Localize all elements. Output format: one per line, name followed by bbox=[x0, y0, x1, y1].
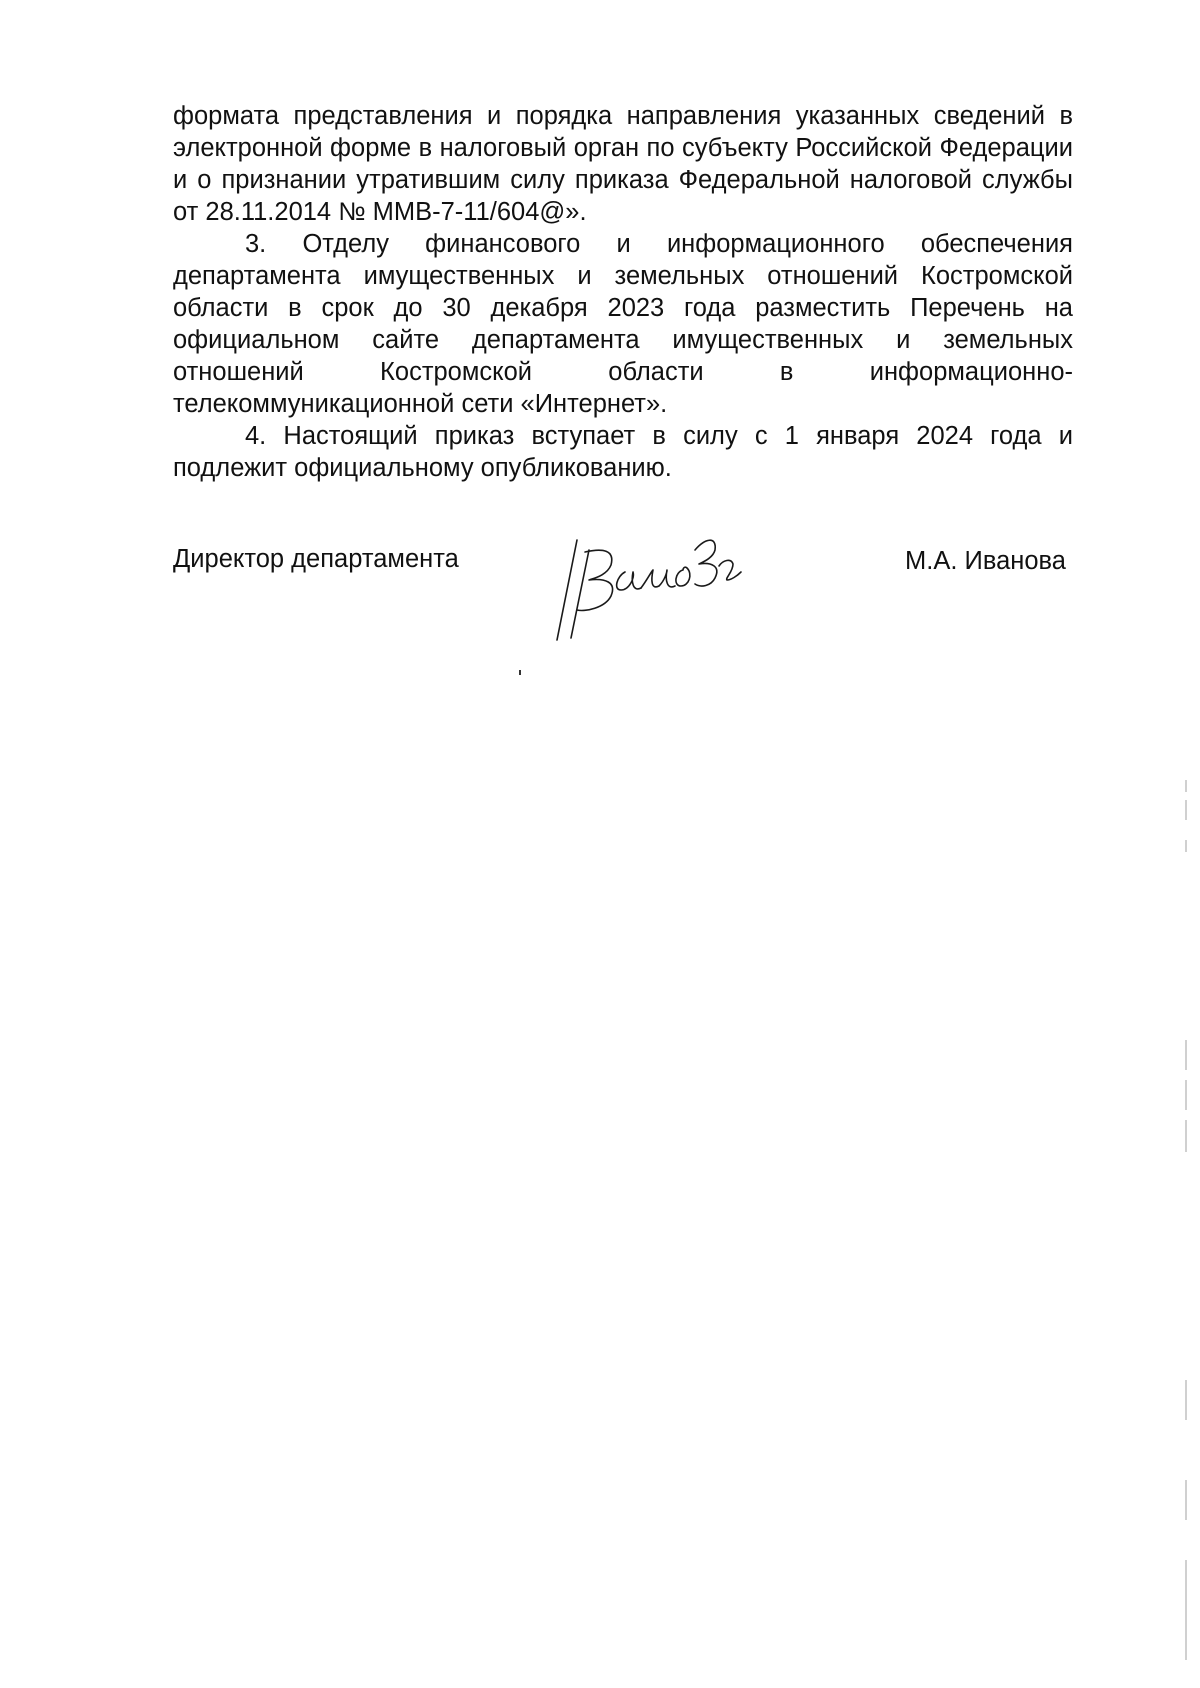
document-body bbox=[173, 100, 1073, 484]
signatory-position: Директор департамента bbox=[173, 545, 459, 573]
signatory-name: М.А. Иванова bbox=[905, 547, 1066, 575]
paragraph-4: 4. Настоящий приказ вступает в силу с 1 января 2024 года и подлежит официальному опубликованию. bbox=[173, 422, 1073, 482]
scan-edge-marks bbox=[1184, 780, 1188, 1660]
paragraph-continuation: формата представления и порядка направления указанных сведений в электронной форме в налоговый орган по субъекту Российской Федерации и о признании утратившим силу приказа Федеральной налоговой службы от 28.11.2014 № ММВ-7-11/604@». bbox=[173, 102, 1073, 226]
paragraph-3: 3. Отделу финансового и информационного обеспечения департамента имущественных и земельных отношений Костромской области в срок до 30 декабря 2023 года разместить Перечень на официальном сайте департамента имущественных и земельных отношений Костромской области в информационно-телекоммуникационной сети «Интернет». bbox=[173, 230, 1073, 418]
handwritten-signature bbox=[555, 520, 755, 650]
scan-speck bbox=[519, 670, 521, 675]
